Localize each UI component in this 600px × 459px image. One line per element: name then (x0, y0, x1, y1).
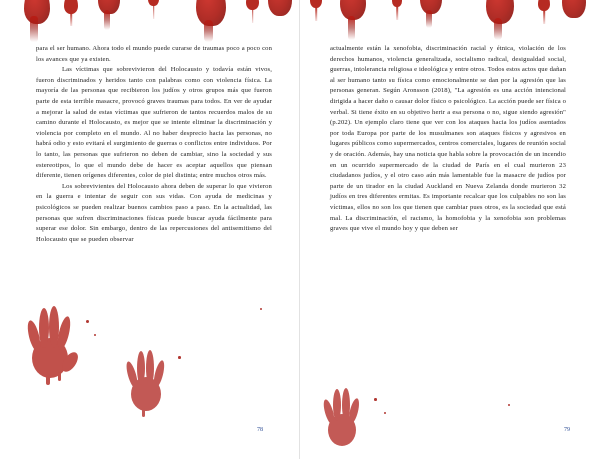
right-page-body (330, 44, 566, 235)
page-number-left: 78 (257, 427, 263, 433)
blood-blob (24, 0, 50, 24)
blood-blob (486, 0, 514, 24)
bloody-handprint (20, 300, 80, 386)
blood-smear (494, 18, 502, 40)
blood-speck (178, 356, 181, 359)
left-page-body (36, 44, 272, 245)
blood-speck (86, 320, 89, 323)
blood-blob (340, 0, 366, 20)
blood-drip (538, 0, 550, 11)
blood-blob (196, 0, 226, 26)
blood-blob (98, 0, 120, 14)
blood-speck (94, 334, 96, 336)
blood-speck (508, 404, 510, 406)
blood-drip (64, 0, 78, 14)
paragraph: Las víctimas que sobrevivieron del Holocausto y todavía están vivos, fueron discriminados y heridos tanto con palabras como con violencia física. La mayoría de las personas que recibieron los judíos y otros grupos más que fueron parte de esta terrible masacre, provocó graves traumas para todos. En ver de ayudar a mejorar la salud de estas víctimas que sufrieron de tantos recuerdos malos de su camino durante el Holocausto, es mejor que se intente eliminar la discriminación y violencia por completo en el mundo. Al no haber desprecio hacia las personas, no habrá odio y esto evitará el surgimiento de guerras o conflictos entre individuos. Por lo tanto, las personas que sufrieron no deben de cambiar, sino la sociedad y sus estereotipos, lo que el mundo debe de hacer es aceptar aquellos que piensan diferente, tienen orígenes diferentes, color de piel distinta; entre muchos otros más. (36, 66, 272, 180)
blood-smear (30, 16, 38, 42)
blood-smear (426, 10, 432, 28)
handprint-shape (120, 344, 172, 418)
blood-speck (260, 308, 262, 310)
handprint-shape (318, 382, 366, 452)
page-number-right: 79 (564, 427, 570, 433)
blood-speck (384, 412, 386, 414)
blood-drip (392, 0, 402, 7)
page-right (300, 0, 600, 459)
blood-blob (562, 0, 586, 18)
blood-drip (246, 0, 259, 10)
blood-blob (420, 0, 442, 14)
paragraph: actualmente están la xenofobia, discriminación racial y étnica, violación de los derechos humanos, violencia generalizada, socialismo radical, desigualdad social, guerras, intolerancia religiosa e ideológica y entre otros. Todos estos actos que dañan al ser humano tanto su física como emocionalmente se dan por la agresión que las personas generan. Según Aronsson (2018), "La agresión es una acción intencional dirigida a hacer daño o causar dolor físico o psicológico. La acción puede ser física o verbal. Si tiene éxito en su objetivo herir a esa persona o no, sigue siendo agresión" (p.202). Un ejemplo claro tiene que ver con los ataques hacia los judíos asentados por toda Europa por parte de los musulmanes son ataques físicos y agresivos en lugares públicos como supermercados, centros comerciales, lugares de reunión social y de oración. Además, hay una noticia que habla sobre la provocación de un incendio en un ocurrido supermercado de la ciudad de París en el cual murieron 23 ciudadanos judíos, y el otro caso aún más lamentable fue la masacre de judíos por parte de un tirador en la ciudad Auckland en Nueva Zelanda donde murieron 32 judíos en tres diferentes ermitas. Es importante recalcar que los culpables no son las víctimas, ellos no son los que tienen que cambiar pues otros, es la sociedad que está mal. La discriminación, el racismo, la homofobia y la xenofobia son problemas graves que vive el mundo hoy y que deben ser (330, 45, 566, 233)
blood-speck (374, 398, 377, 401)
blood-drip (148, 0, 159, 6)
blood-smear (204, 20, 213, 42)
paragraph: para el ser humano. Ahora todo el mundo puede curarse de traumas poco a poco con los avances que ya existen. (36, 45, 272, 63)
bloody-handprint (120, 344, 172, 418)
blood-smear (104, 10, 110, 30)
handprint-shape (20, 300, 80, 386)
paragraph: Los sobrevivientes del Holocausto ahora deben de superar lo que vivieron en la guerra e intentar de seguir con sus vidas. Con ayuda de medicinas y psicológicos se pueden realizar buenos cambios paso a paso. En la actualidad, las personas que sufren discriminaciones físicas puede buscar ayuda fácilmente para superar ese dolor. Sin embargo, dentro de las repercusiones del antisemitismo del Holocausto que se pueden observar (36, 182, 272, 243)
blood-smear (348, 16, 355, 40)
bloody-handprint (318, 382, 366, 452)
blood-drip (310, 0, 322, 8)
blood-blob (268, 0, 292, 16)
